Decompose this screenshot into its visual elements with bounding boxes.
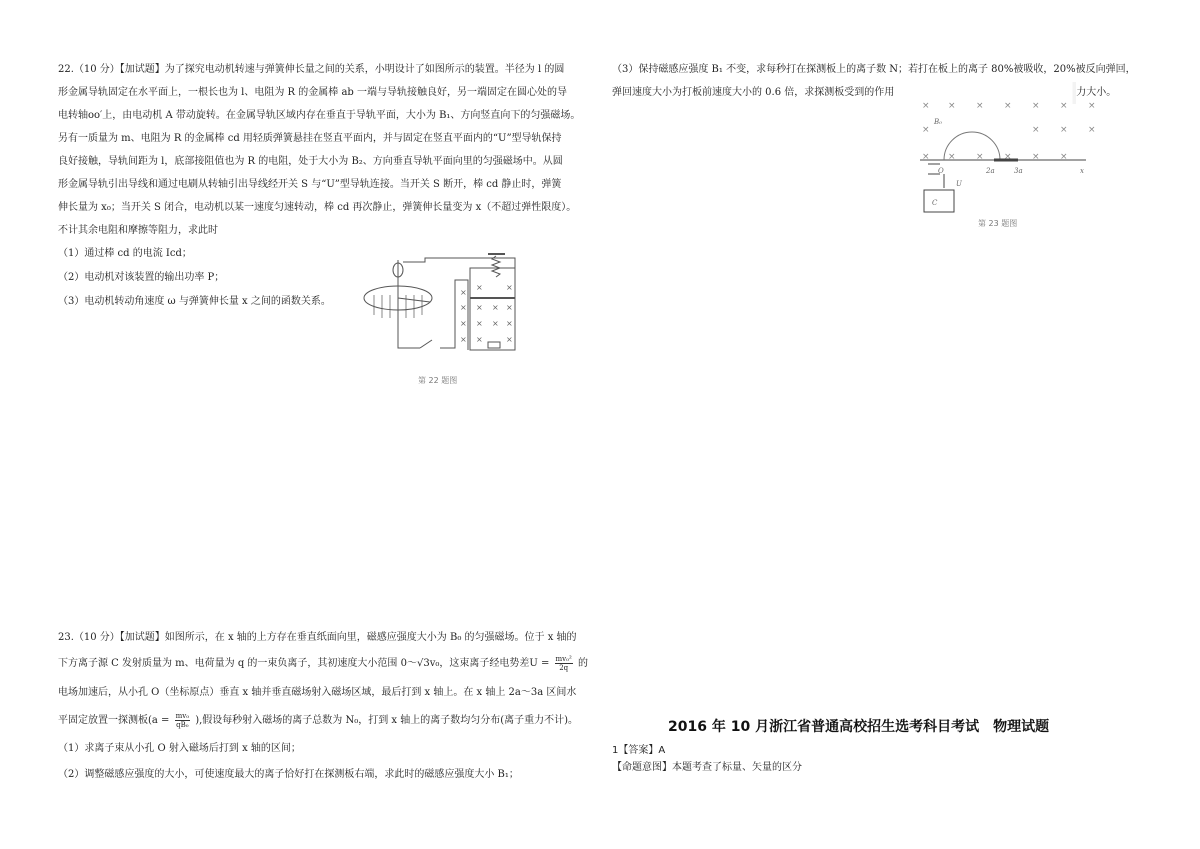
q22-line: 电转轴oo′上，由电动机 A 带动旋转。在金属导轨区域内存在垂直于导轨平面，大小为 B₁、方向竖直向下的匀强磁场。: [58, 110, 581, 121]
svg-text:×: ×: [476, 283, 483, 292]
svg-text:×: ×: [476, 303, 483, 312]
svg-text:×: ×: [976, 152, 984, 162]
figure-23-caption: 第 23 题图: [978, 219, 1018, 228]
svg-text:×: ×: [1032, 101, 1040, 111]
intent-line: 【命题意图】本题考查了标量、矢量的区分: [612, 762, 802, 773]
q22-subquestion-1: （1）通过棒 cd 的电流 Icd；: [58, 248, 192, 259]
svg-text:x: x: [1080, 167, 1084, 175]
fraction-u: $\frac{\text{mv₀²}}{2q}$: [555, 655, 572, 672]
q22-line: 伸长量为 x₀；当开关 S 闭合，电动机以某一速度匀速转动，棒 cd 再次静止，弹簧伸长量变为 x（不超过弹性限度）。: [58, 202, 577, 213]
svg-text:×: ×: [1032, 152, 1040, 162]
q22-line: 形金属导轨引出导线和通过电刷从转轴引出导线经开关 S 与“U”型导轨连接。当开关 S 断开，棒 cd 静止时，弹簧: [58, 179, 562, 190]
svg-text:×: ×: [492, 319, 499, 328]
svg-text:×: ×: [506, 319, 513, 328]
q23-part3-line: （3）保持磁感应强度 B₁ 不变，求每秒打在探测板上的离子数 N；若打在板上的离子 80%被吸收，20%被反向弹回，: [612, 64, 1136, 75]
exam-title: 2016 年 10 月浙江省普通高校招生选考科目考试 物理试题: [668, 719, 1050, 735]
svg-text:×: ×: [1060, 125, 1068, 135]
svg-text:×: ×: [922, 101, 930, 111]
svg-text:×: ×: [506, 283, 513, 292]
figure-22-caption: 第 22 题图: [418, 376, 458, 385]
figure-22: [360, 250, 538, 390]
q23-line: 23.（10 分）【加试题】如图所示，在 x 轴的上方存在垂直纸面向里，磁感应强度大小为 B₀ 的匀强磁场。位于 x 轴的: [58, 632, 577, 643]
svg-text:×: ×: [460, 288, 467, 297]
switch-s: [420, 340, 432, 348]
q22-line: 良好接触，导轨间距为 l，底部接阻值也为 R 的电阻，处于大小为 B₂、方向垂直导轨平面向里的匀强磁场中。从圆: [58, 156, 563, 167]
fraction-a: $\frac{\text{mv₀}}{\text{qB₀}}$: [175, 712, 190, 729]
svg-text:B₀: B₀: [934, 118, 942, 126]
q23-line: 平固定放置一探测板(a = $\frac{\text{mv₀}}{\text{qB₀}}$ ),假设每秒射入磁场的离子总数为 N₀，打到 x 轴上的离子数均匀分布(离子重力不计)。: [58, 712, 579, 729]
svg-text:×: ×: [1060, 101, 1068, 111]
q23-part3-line: 弹回速度大小为打板前速度大小的 0.6 倍，求探测板受到的作用 力大小。: [612, 81, 1152, 104]
spring: [492, 256, 500, 277]
svg-text:×: ×: [948, 152, 956, 162]
svg-text:×: ×: [922, 152, 930, 162]
svg-text:×: ×: [460, 303, 467, 312]
svg-text:×: ×: [1032, 125, 1040, 135]
q23-subquestion-2: （2）调整磁感应强度的大小，可使速度最大的离子恰好打在探测板右端，求此时的磁感应强度大小 B₁；: [58, 769, 519, 780]
answer-line: 1【答案】A: [612, 745, 666, 756]
svg-text:2a: 2a: [986, 167, 995, 175]
svg-text:3a: 3a: [1014, 167, 1023, 175]
q22-subquestion-3: （3）电动机转动角速度 ω 与弹簧伸长量 x 之间的函数关系。: [58, 296, 331, 307]
svg-text:×: ×: [1060, 152, 1068, 162]
svg-text:O: O: [938, 167, 944, 175]
figure-22-diagram: [360, 250, 538, 375]
svg-text:×: ×: [460, 335, 467, 344]
figure-23: [918, 88, 1098, 233]
svg-text:×: ×: [1088, 125, 1096, 135]
svg-text:×: ×: [506, 303, 513, 312]
q23-line: 电场加速后，从小孔 O（坐标原点）垂直 x 轴并垂直磁场射入磁场区域，最后打到 x 轴上。在 x 轴上 2a～3a 区间水: [58, 687, 577, 698]
svg-text:×: ×: [492, 303, 499, 312]
svg-text:×: ×: [948, 101, 956, 111]
svg-text:×: ×: [476, 319, 483, 328]
svg-text:×: ×: [506, 335, 513, 344]
q23-subquestion-1: （1）求离子束从小孔 O 射入磁场后打到 x 轴的区间；: [58, 743, 301, 754]
svg-text:×: ×: [1004, 101, 1012, 111]
svg-text:×: ×: [460, 319, 467, 328]
svg-text:U: U: [956, 180, 962, 188]
q23-line: 下方离子源 C 发射质量为 m、电荷量为 q 的一束负离子，其初速度大小范围 0～√3v₀，这束离子经电势差U = $\frac{\text{mv₀²}}{2q}$ 的: [58, 655, 588, 672]
svg-text:C: C: [932, 199, 938, 207]
question-23: [58, 626, 593, 788]
q22-line: 不计其余电阻和摩擦等阻力，求此时: [58, 225, 218, 236]
figure-23-diagram: [918, 88, 1098, 216]
q22-subquestion-2: （2）电动机对该装置的输出功率 P；: [58, 272, 225, 283]
svg-text:×: ×: [1088, 101, 1096, 111]
q22-line: 形金属导轨固定在水平面上，一根长也为 l、电阻为 R 的金属棒 ab 一端与导轨接触良好，另一端固定在圆心处的导: [58, 87, 567, 98]
ion-source-c: [924, 190, 954, 212]
q22-line: 22.（10 分）【加试题】为了探究电动机转速与弹簧伸长量之间的关系，小明设计了如图所示的装置。半径为 l 的圆: [58, 64, 565, 75]
svg-text:×: ×: [476, 335, 483, 344]
answer-block: [612, 742, 802, 776]
svg-text:×: ×: [922, 125, 930, 135]
svg-text:×: ×: [1004, 152, 1012, 162]
svg-text:×: ×: [976, 101, 984, 111]
q22-line: 另有一质量为 m、电阻为 R 的金属棒 cd 用轻质弹簧悬挂在竖直平面内，并与固定在竖直平面内的“U”型导轨保持: [58, 133, 562, 144]
